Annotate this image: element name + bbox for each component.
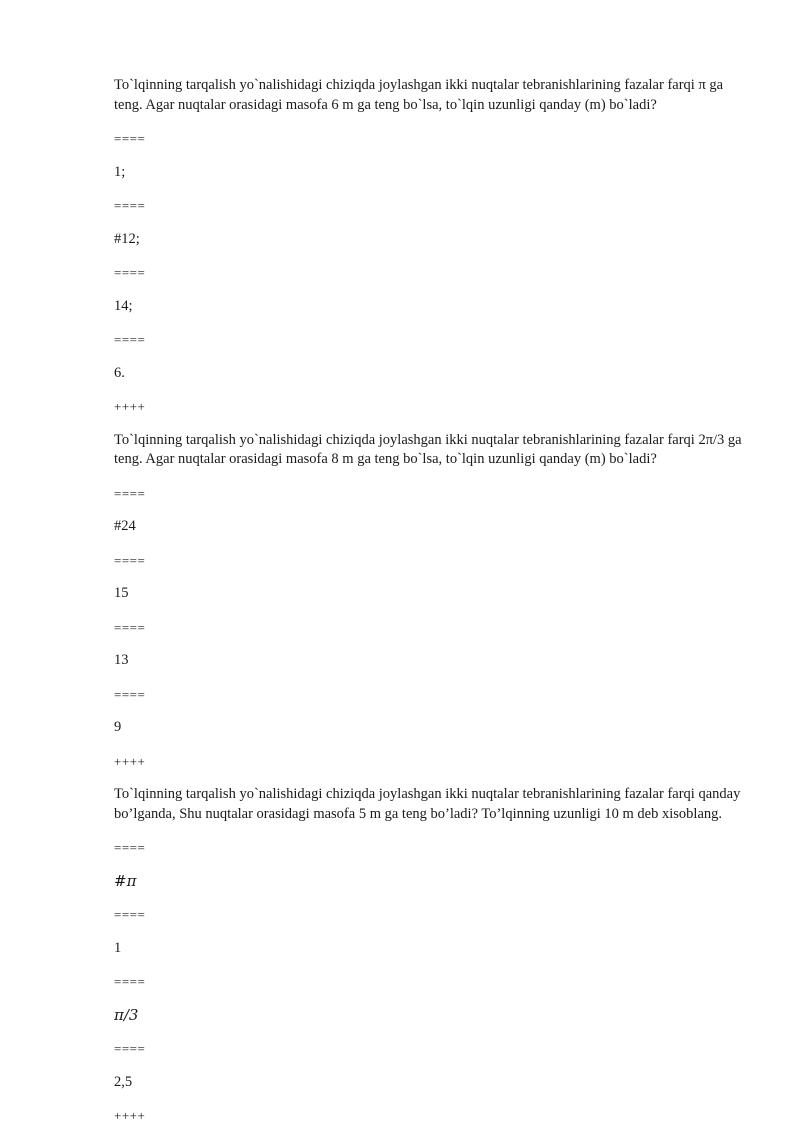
question-text: To`lqinning tarqalish yo`nalishidagi chiziqda joylashgan ikki nuqtalar tebranishlarining fazalar farqi qanday bo’lganda, Shu nuqtalar orasidagi masofa 5 m ga teng bo’ladi? To’lqinning uzunligi 10 m deb xisoblang. xyxy=(114,786,741,822)
answer-option: 14; xyxy=(114,297,133,314)
answer-separator: ==== xyxy=(114,1041,146,1056)
answer-option: π/3 xyxy=(114,1005,139,1024)
question-separator: ++++ xyxy=(114,399,146,414)
answer-separator: ==== xyxy=(114,974,146,989)
question-block xyxy=(114,431,744,772)
question-separator: ++++ xyxy=(114,1108,146,1123)
answer-option: #π xyxy=(114,871,137,890)
answer-separator: ==== xyxy=(114,552,146,568)
question-separator: ++++ xyxy=(114,753,146,769)
answer-separator: ==== xyxy=(114,131,146,146)
answer-separator: ==== xyxy=(114,198,146,213)
answer-option: #24 xyxy=(114,518,136,534)
answer-separator: ==== xyxy=(114,485,146,501)
question-text: To`lqinning tarqalish yo`nalishidagi chiziqda joylashgan ikki nuqtalar tebranishlarining fazalar farqi 2π/3 ga teng. Agar nuqtalar orasidagi masofa 8 m ga teng bo`lsa, to`lqin uzunligi qanday (m) bo`ladi? xyxy=(114,431,742,467)
answer-separator: ==== xyxy=(114,619,146,635)
question-text: To`lqinning tarqalish yo`nalishidagi chiziqda joylashgan ikki nuqtalar tebranishlarining fazalar farqi π ga teng. Agar nuqtalar orasidagi masofa 6 m ga teng bo`lsa, to`lqin uzunligi qanday (m) bo`ladi? xyxy=(114,77,724,113)
answer-option: 6. xyxy=(114,364,125,381)
answer-option: 2,5 xyxy=(114,1073,133,1090)
answer-separator: ==== xyxy=(114,907,146,922)
answer-option: 13 xyxy=(114,652,129,668)
answer-separator: ==== xyxy=(114,686,146,702)
answer-separator: ==== xyxy=(114,840,146,855)
answer-option: #12; xyxy=(114,230,140,247)
answer-separator: ==== xyxy=(114,265,146,280)
answer-option: 15 xyxy=(114,585,129,601)
answer-option: 1 xyxy=(114,939,122,956)
document-page xyxy=(114,76,744,1140)
question-block xyxy=(114,785,744,1126)
answer-separator: ==== xyxy=(114,332,146,347)
answer-option: 9 xyxy=(114,719,122,735)
answer-option: 1; xyxy=(114,163,126,180)
question-block xyxy=(114,76,744,417)
